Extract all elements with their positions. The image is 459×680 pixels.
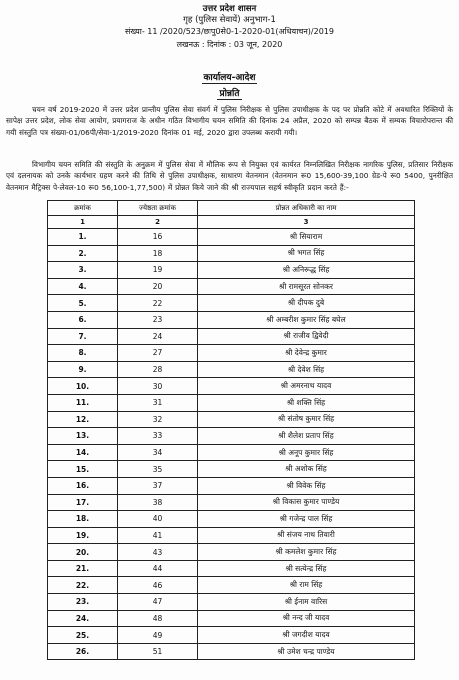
serial-cell: 6.	[48, 311, 118, 328]
table-row	[48, 444, 415, 461]
order-date: लखनऊ : दिनांक : 03 जून, 2020	[176, 40, 283, 49]
serial-cell: 11.	[48, 394, 118, 411]
table-row	[48, 544, 415, 561]
officer-name-cell: श्री शैलेश प्रताप सिंह	[198, 428, 415, 445]
officer-name-cell: श्री दीपक दुबे	[198, 295, 415, 312]
seniority-cell: 30	[118, 378, 198, 395]
serial-cell: 9.	[48, 361, 118, 378]
officer-name-cell: श्री शक्ति सिंह	[198, 394, 415, 411]
serial-cell: 1.	[48, 229, 118, 246]
serial-cell: 10.	[48, 378, 118, 395]
officer-name-cell: श्री सत्येन्द्र सिंह	[198, 560, 415, 577]
seniority-cell: 46	[118, 577, 198, 594]
serial-cell: 21.	[48, 560, 118, 577]
table-row	[48, 345, 415, 362]
seniority-cell: 49	[118, 627, 198, 644]
officer-name-cell: श्री ईनाम वारिस	[198, 594, 415, 611]
officer-name-cell: श्री अम्बरीश कुमार सिंह बघेल	[198, 311, 415, 328]
serial-cell: 2.	[48, 245, 118, 262]
seniority-cell: 44	[118, 560, 198, 577]
seniority-cell: 18	[118, 245, 198, 262]
column-number-3: 3	[198, 216, 415, 229]
officer-name-cell: श्री विकास कुमार पाण्डेय	[198, 494, 415, 511]
paragraph-2: विभागीय चयन समिति की संस्तुति के अनुक्रम में पुलिस सेवा में मौलिक रूप से नियुक्त एवं कार्यरत निम्नलिखित निरीक्षक नागरिक पुलिस, प्रतिसार निरीक्षक एवं दलनायक को उनके कार्यभार ग्रहण करने की तिथि से पुलिस उपाधीक्षक, साधारण वेतनमान (वेतनमान रू0 15,600-39,100 ग्रेड-पे रू0 5400, पुनरीक्षित वेतनमान मैट्रिक्स पे-लेवल-10 रू0 56,100-1,77,500) में प्रोन्नत किये जाने की श्री राज्यपाल सहर्ष स्वीकृति प्रदान करते हैं:-	[6, 160, 453, 192]
serial-cell: 7.	[48, 328, 118, 345]
table-row	[48, 560, 415, 577]
government-heading: उत्तर प्रदेश शासन	[202, 4, 257, 14]
officer-name-cell: श्री संजय नाथ तिवारी	[198, 527, 415, 544]
table-row	[48, 278, 415, 295]
officer-name-cell: श्री अमरनाथ यादव	[198, 378, 415, 395]
table-row	[48, 527, 415, 544]
paragraph-1: चयन वर्ष 2019-2020 में उत्तर प्रदेश प्रान्तीय पुलिस सेवा संवर्ग में पुलिस निरीक्षक से पुलिस उपाधीक्षक के पद पर प्रोन्नति कोटे में अवधारित रिक्तियों के सापेक्ष उत्तर प्रदेश, लोक सेवा आयोग, प्रयागराज के अधीन गठित विभागीय चयन समिति की दिनांक 24 अप्रैल, 2020 को सम्पन्न बैठक में सम्यक विचारोपरान्त की गयी संस्तुति पत्र संख्या-01/06पी/सेवा-1/2019-2020 दिनांक 01 मई, 2020 द्वारा उपलब्ध करायी गयी।	[6, 105, 453, 137]
table-row	[48, 361, 415, 378]
serial-cell: 15.	[48, 461, 118, 478]
seniority-cell: 24	[118, 328, 198, 345]
table-row	[48, 577, 415, 594]
seniority-cell: 41	[118, 527, 198, 544]
table-row	[48, 610, 415, 627]
table-row	[48, 311, 415, 328]
serial-cell: 24.	[48, 610, 118, 627]
seniority-cell: 37	[118, 477, 198, 494]
officer-name-cell: श्री रामसूरत सोनकर	[198, 278, 415, 295]
officer-name-cell: श्री उमेश चन्द्र पाण्डेय	[198, 643, 415, 660]
table-row	[48, 295, 415, 312]
table-header-row	[48, 201, 415, 216]
serial-cell: 8.	[48, 345, 118, 362]
promotion-table	[47, 200, 415, 660]
officer-name-cell: श्री सियाराम	[198, 229, 415, 246]
seniority-cell: 16	[118, 229, 198, 246]
table-row	[48, 394, 415, 411]
officer-name-cell: श्री विवेक सिंह	[198, 477, 415, 494]
serial-cell: 22.	[48, 577, 118, 594]
serial-cell: 16.	[48, 477, 118, 494]
officer-name-cell: श्री देवेन्द्र कुमार	[198, 345, 415, 362]
column-number-2: 2	[118, 216, 198, 229]
table-row	[48, 494, 415, 511]
serial-cell: 20.	[48, 544, 118, 561]
table-row	[48, 262, 415, 279]
officer-name-cell: श्री गजेन्द्र पाल सिंह	[198, 511, 415, 528]
table-column-number-row	[48, 216, 415, 229]
table-row	[48, 627, 415, 644]
serial-cell: 18.	[48, 511, 118, 528]
table-row	[48, 411, 415, 428]
serial-cell: 3.	[48, 262, 118, 279]
table-row	[48, 594, 415, 611]
officer-name-cell: श्री भगत सिंह	[198, 245, 415, 262]
seniority-cell: 51	[118, 643, 198, 660]
table-row	[48, 477, 415, 494]
officer-name-cell: श्री जगदीश यादव	[198, 627, 415, 644]
table-row	[48, 511, 415, 528]
promotion-title	[0, 86, 459, 99]
seniority-cell: 19	[118, 262, 198, 279]
officer-name-cell: श्री कमलेश कुमार सिंह	[198, 544, 415, 561]
seniority-cell: 20	[118, 278, 198, 295]
serial-cell: 4.	[48, 278, 118, 295]
seniority-cell: 48	[118, 610, 198, 627]
serial-cell: 17.	[48, 494, 118, 511]
office-order-title	[0, 70, 459, 83]
table-row	[48, 378, 415, 395]
serial-cell: 14.	[48, 444, 118, 461]
office-order-title-text: कार्यालय-आदेश	[203, 73, 256, 83]
table-row	[48, 643, 415, 660]
seniority-cell: 28	[118, 361, 198, 378]
seniority-cell: 23	[118, 311, 198, 328]
officer-name-cell: श्री अनिरूद्ध सिंह	[198, 262, 415, 279]
promotion-title-text: प्रोन्नति	[219, 89, 240, 99]
header-seniority: ज्येष्ठता क्रमांक	[118, 201, 198, 216]
serial-cell: 19.	[48, 527, 118, 544]
officer-name-cell: श्री राम सिंह	[198, 577, 415, 594]
table-row	[48, 328, 415, 345]
serial-cell: 26.	[48, 643, 118, 660]
seniority-cell: 47	[118, 594, 198, 611]
department-heading: गृह (पुलिस सेवायें) अनुभाग-1	[183, 15, 276, 25]
officer-name-cell: श्री राजीव द्विवेदी	[198, 328, 415, 345]
table-body	[48, 229, 415, 660]
seniority-cell: 31	[118, 394, 198, 411]
serial-cell: 12.	[48, 411, 118, 428]
serial-cell: 13.	[48, 428, 118, 445]
table-row	[48, 428, 415, 445]
serial-cell: 23.	[48, 594, 118, 611]
seniority-cell: 40	[118, 511, 198, 528]
header-serial: क्रमांक	[48, 201, 118, 216]
seniority-cell: 22	[118, 295, 198, 312]
table-row	[48, 461, 415, 478]
header-name: प्रोन्नत अधिकारी का नाम	[198, 201, 415, 216]
seniority-cell: 27	[118, 345, 198, 362]
officer-name-cell: श्री अशोक सिंह	[198, 461, 415, 478]
table-row	[48, 229, 415, 246]
officer-name-cell: श्री संतोष कुमार सिंह	[198, 411, 415, 428]
seniority-cell: 33	[118, 428, 198, 445]
officer-name-cell: श्री नन्द जी यादव	[198, 610, 415, 627]
order-number: संख्या- 11 /2020/523/छःपु0से0-1-2020-01(अधियाचन)/2019	[125, 27, 334, 36]
seniority-cell: 32	[118, 411, 198, 428]
seniority-cell: 38	[118, 494, 198, 511]
serial-cell: 25.	[48, 627, 118, 644]
table-row	[48, 245, 415, 262]
officer-name-cell: श्री देवेश सिंह	[198, 361, 415, 378]
column-number-1: 1	[48, 216, 118, 229]
officer-name-cell: श्री अनूप कुमार सिंह	[198, 444, 415, 461]
serial-cell: 5.	[48, 295, 118, 312]
seniority-cell: 35	[118, 461, 198, 478]
seniority-cell: 34	[118, 444, 198, 461]
seniority-cell: 43	[118, 544, 198, 561]
